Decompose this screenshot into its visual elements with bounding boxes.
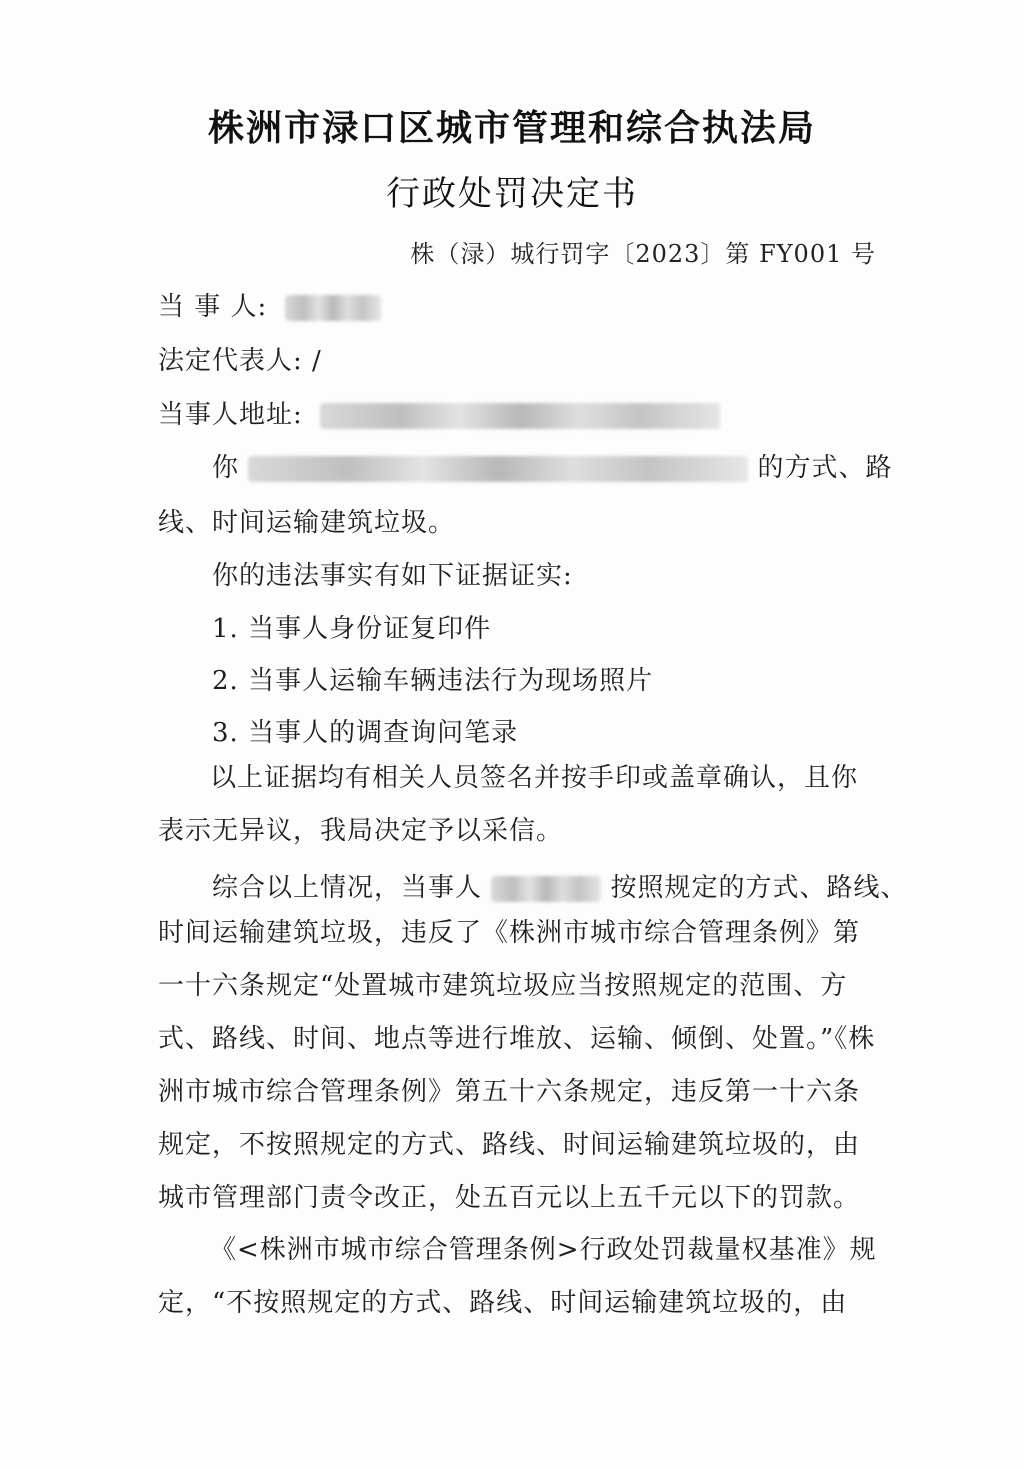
summary-paragraph: 时间运输建筑垃圾，违反了《株洲市城市综合管理条例》第一十六条规定“处置城市建筑垃圾应当按照规定的范围、方式、路线、时间、地点等进行堆放、运输、倾倒、处置。”《株洲市城市综合管理条例》第五十六条规定，违反第一十六条规定，不按照规定的方式、路线、时间运输建筑垃圾的，由城市管理部门责令改正，处五百元以上五千元以下的罚款。 — [158, 918, 876, 1213]
discretion-standard-paragraph: 《<株洲市城市综合管理条例>行政处罚裁量权基准》规定，“不按照规定的方式、路线、时间运输建筑垃圾的，由 — [158, 1235, 877, 1318]
redacted-party-name — [285, 295, 381, 321]
party-label: 当 事 人: — [158, 292, 268, 322]
address-label: 当事人地址: — [158, 400, 303, 430]
evidence-item-2: 2. 当事人运输车辆违法行为现场照片 — [212, 666, 654, 696]
document-issuer-title: 株洲市渌口区城市管理和综合执法局 — [207, 108, 816, 149]
intro-line-2: 线、时间运输建筑垃圾。 — [158, 508, 456, 538]
evidence-item-1: 1. 当事人身份证复印件 — [212, 614, 492, 644]
legal-rep-value: / — [312, 346, 322, 376]
redacted-address — [320, 403, 720, 429]
party-field — [158, 286, 381, 323]
intro-suffix: 的方式、路 — [757, 453, 893, 483]
document-type-title: 行政处罚决定书 — [386, 174, 638, 214]
intro-prefix: 你 — [212, 453, 240, 483]
legal-rep-field — [158, 340, 322, 377]
evidence-item-3: 3. 当事人的调查询问笔录 — [212, 718, 519, 748]
summary-suffix: 按照规定的方式、路线、 — [610, 873, 908, 903]
summary-prefix: 综合以上情况，当事人 — [212, 873, 483, 903]
confirm-paragraph: 以上证据均有相关人员签名并按手印或盖章确认，且你表示无异议，我局决定予以采信。 — [158, 763, 859, 846]
evidence-intro: 你的违法事实有如下证据证实: — [212, 561, 573, 591]
summary-line-1 — [212, 867, 908, 904]
redacted-violation-detail — [248, 456, 748, 482]
redacted-party-inline — [491, 876, 601, 902]
address-field — [158, 394, 720, 431]
intro-line-1 — [212, 447, 893, 484]
legal-rep-label: 法定代表人: — [158, 346, 303, 376]
document-number: 株（渌）城行罚字〔2023〕第 FY001 号 — [410, 240, 876, 268]
